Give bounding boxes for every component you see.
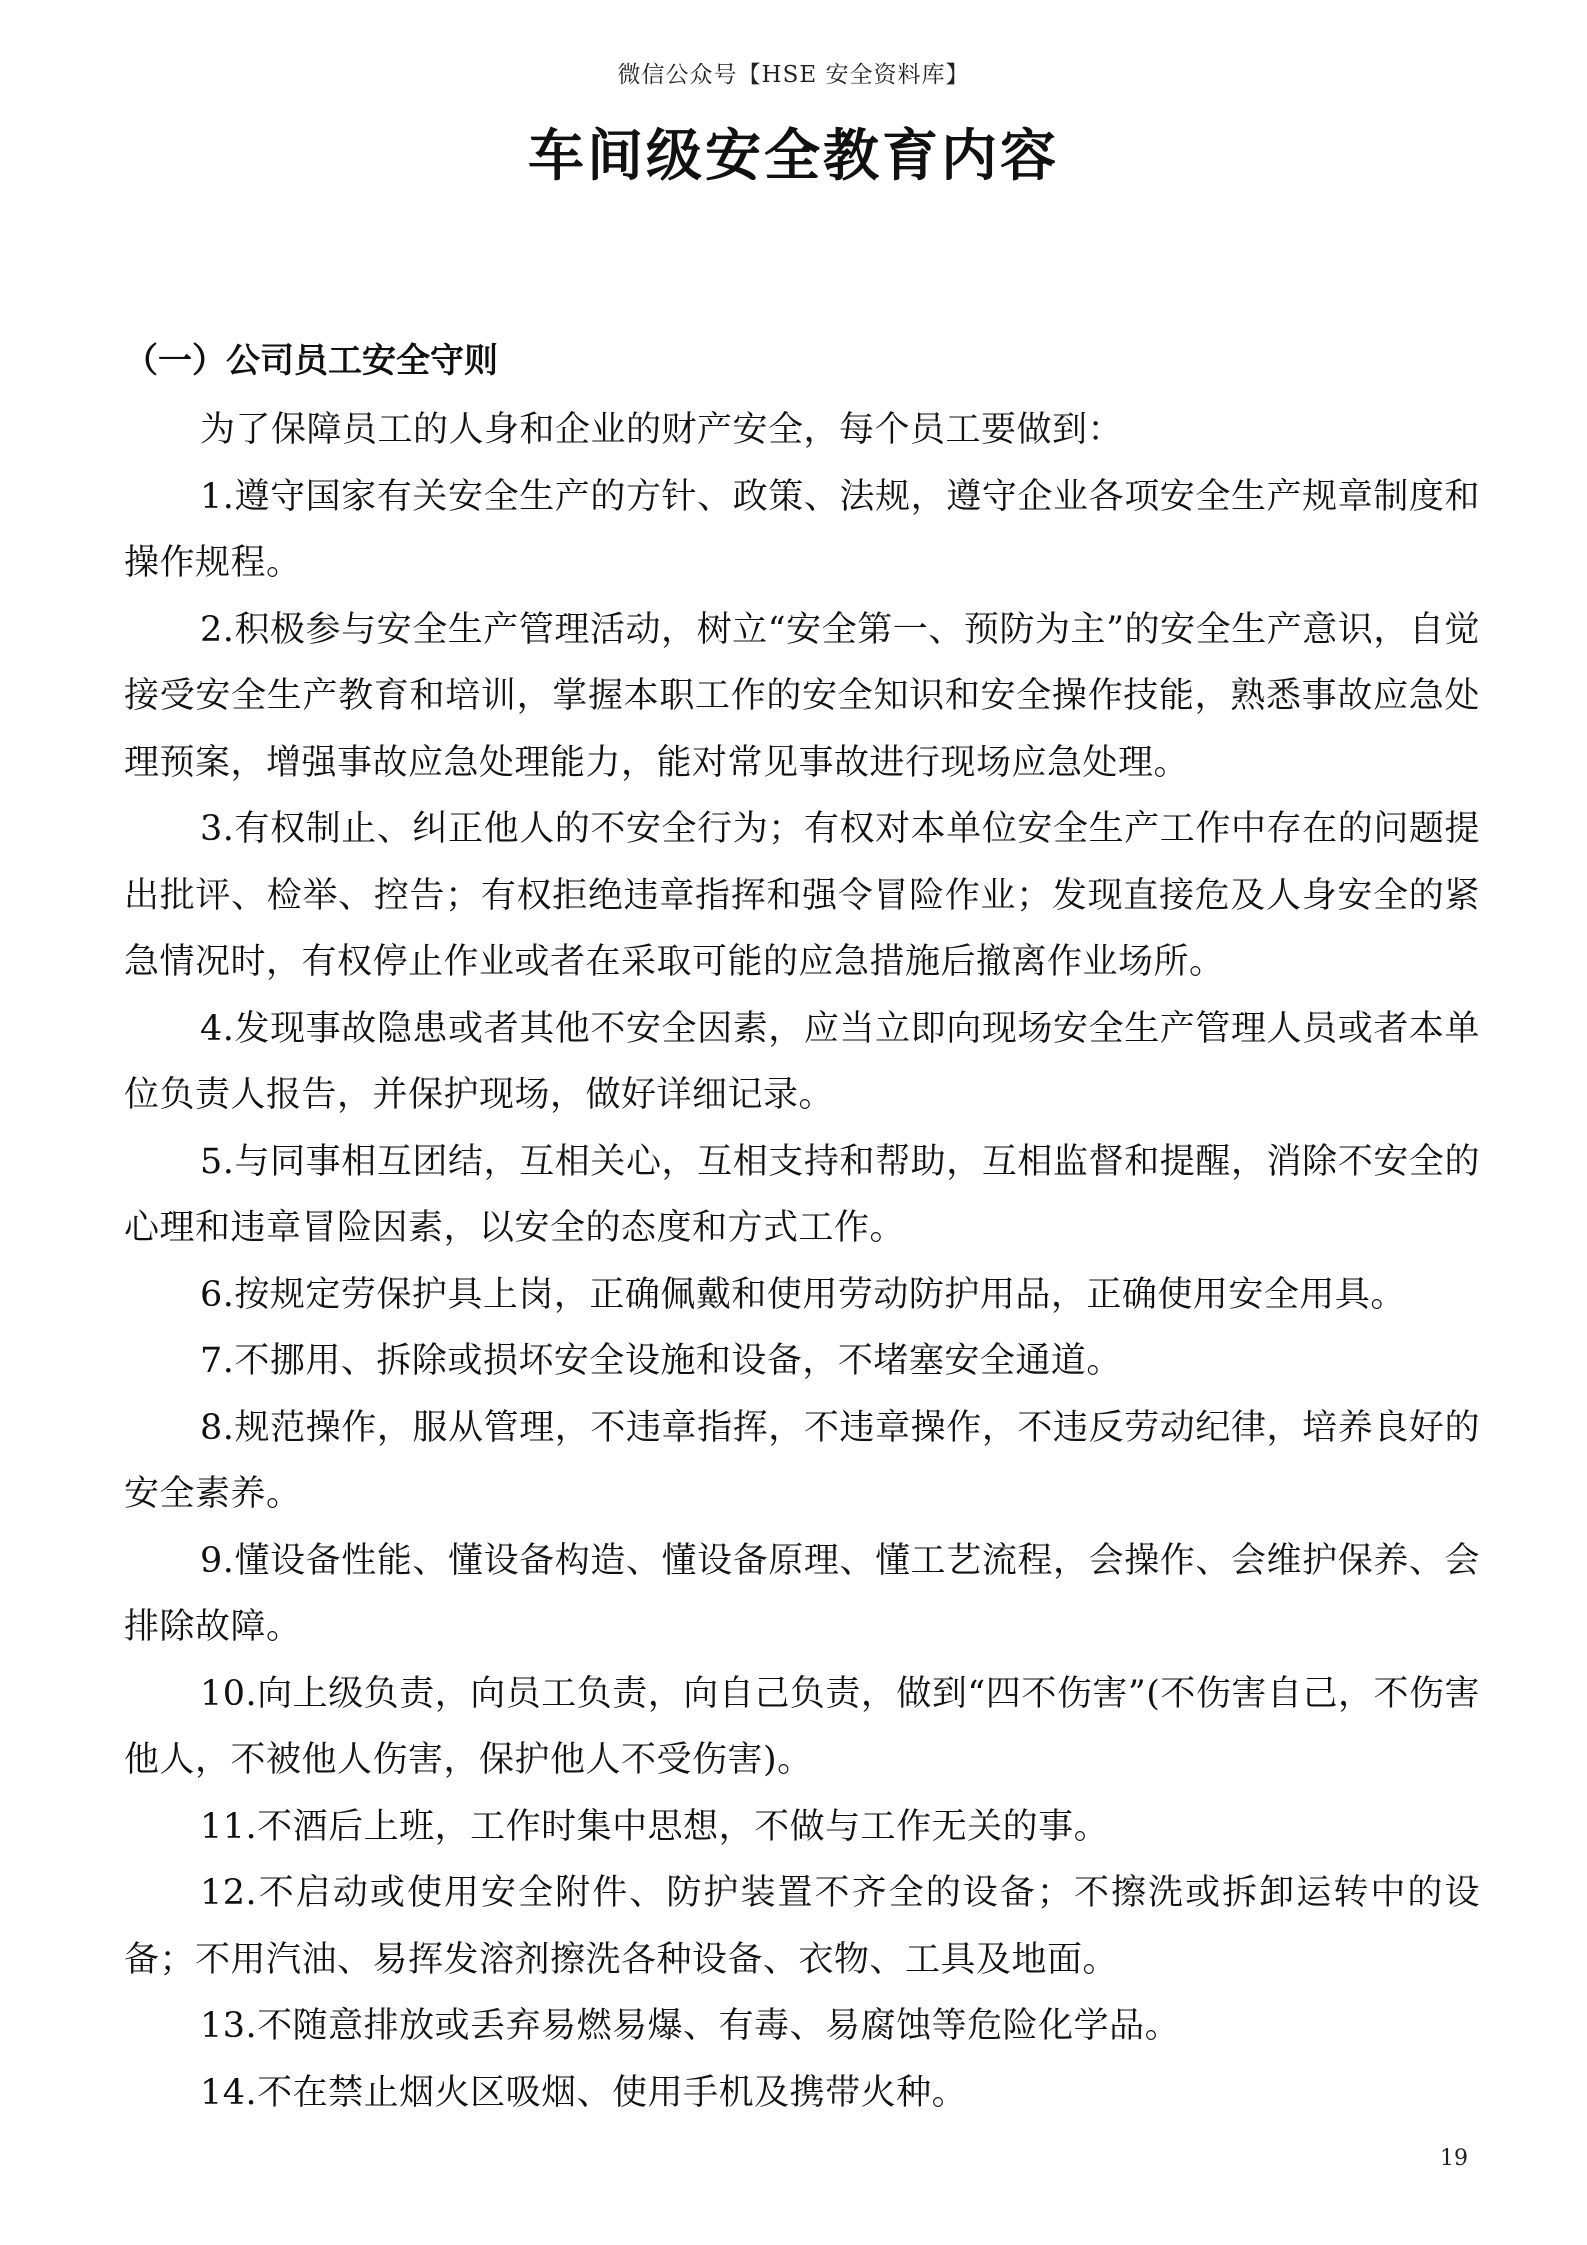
document-title: 车间级安全教育内容	[528, 123, 1059, 189]
rule-item-11: 11.不酒后上班，工作时集中思想，不做与工作无关的事。	[200, 1806, 1110, 1847]
rule-item-14: 14.不在禁止烟火区吸烟、使用手机及携带火种。	[200, 2072, 968, 2113]
rule-item-4: 4.发现事故隐患或者其他不安全因素，应当立即向现场安全生产管理人员或者本单位负责人报告，并保护现场，做好详细记录。	[124, 1008, 1480, 1115]
rule-item-7: 7.不挪用、拆除或损坏安全设施和设备，不堵塞安全通道。	[200, 1341, 1122, 1381]
header-note: 微信公众号【HSE 安全资料库】	[617, 62, 970, 88]
section-heading: （一）公司员工安全守则	[124, 341, 498, 381]
rule-item-1: 1.遵守国家有关安全生产的方针、政策、法规，遵守企业各项安全生产规章制度和操作规程。	[124, 476, 1480, 583]
intro-paragraph: 为了保障员工的人身和企业的财产安全，每个员工要做到：	[200, 410, 1124, 450]
rule-item-13: 13.不随意排放或丢弃易燃易爆、有毒、易腐蚀等危险化学品。	[200, 2006, 1181, 2046]
document-body	[124, 333, 1480, 2126]
rule-item-6: 6.按规定劳保护具上岗，正确佩戴和使用劳动防护用品，正确使用安全用具。	[200, 1274, 1406, 1315]
rule-item-9: 9.懂设备性能、懂设备构造、懂设备原理、懂工艺流程，会操作、会维护保养、会排除故障。	[124, 1540, 1480, 1647]
rule-item-12: 12.不启动或使用安全附件、防护装置不齐全的设备；不擦洗或拆卸运转中的设备；不用汽油、易挥发溶剂擦洗各种设备、衣物、工具及地面。	[124, 1873, 1480, 1980]
rule-item-3: 3.有权制止、纠正他人的不安全行为；有权对本单位安全生产工作中存在的问题提出批评、检举、控告；有权拒绝违章指挥和强令冒险作业；发现直接危及人身安全的紧急情况时，有权停止作业或者在采取可能的应急措施后撤离作业场所。	[124, 809, 1480, 982]
rule-item-8: 8.规范操作，服从管理，不违章指挥，不违章操作，不违反劳动纪律，培养良好的安全素养。	[124, 1407, 1480, 1514]
rule-item-5: 5.与同事相互团结，互相关心，互相支持和帮助，互相监督和提醒，消除不安全的心理和违章冒险因素，以安全的态度和方式工作。	[124, 1141, 1480, 1248]
rule-item-2: 2.积极参与安全生产管理活动，树立“安全第一、预防为主”的安全生产意识，自觉接受安全生产教育和培训，掌握本职工作的安全知识和安全操作技能，熟悉事故应急处理预案，增强事故应急处理能力，能对常见事故进行现场应急处理。	[124, 609, 1480, 783]
page-number: 19	[1440, 2146, 1468, 2171]
rule-item-10: 10.向上级负责，向员工负责，向自己负责，做到“四不伤害”(不伤害自己，不伤害他人，不被他人伤害，保护他人不受伤害)。	[124, 1673, 1480, 1780]
